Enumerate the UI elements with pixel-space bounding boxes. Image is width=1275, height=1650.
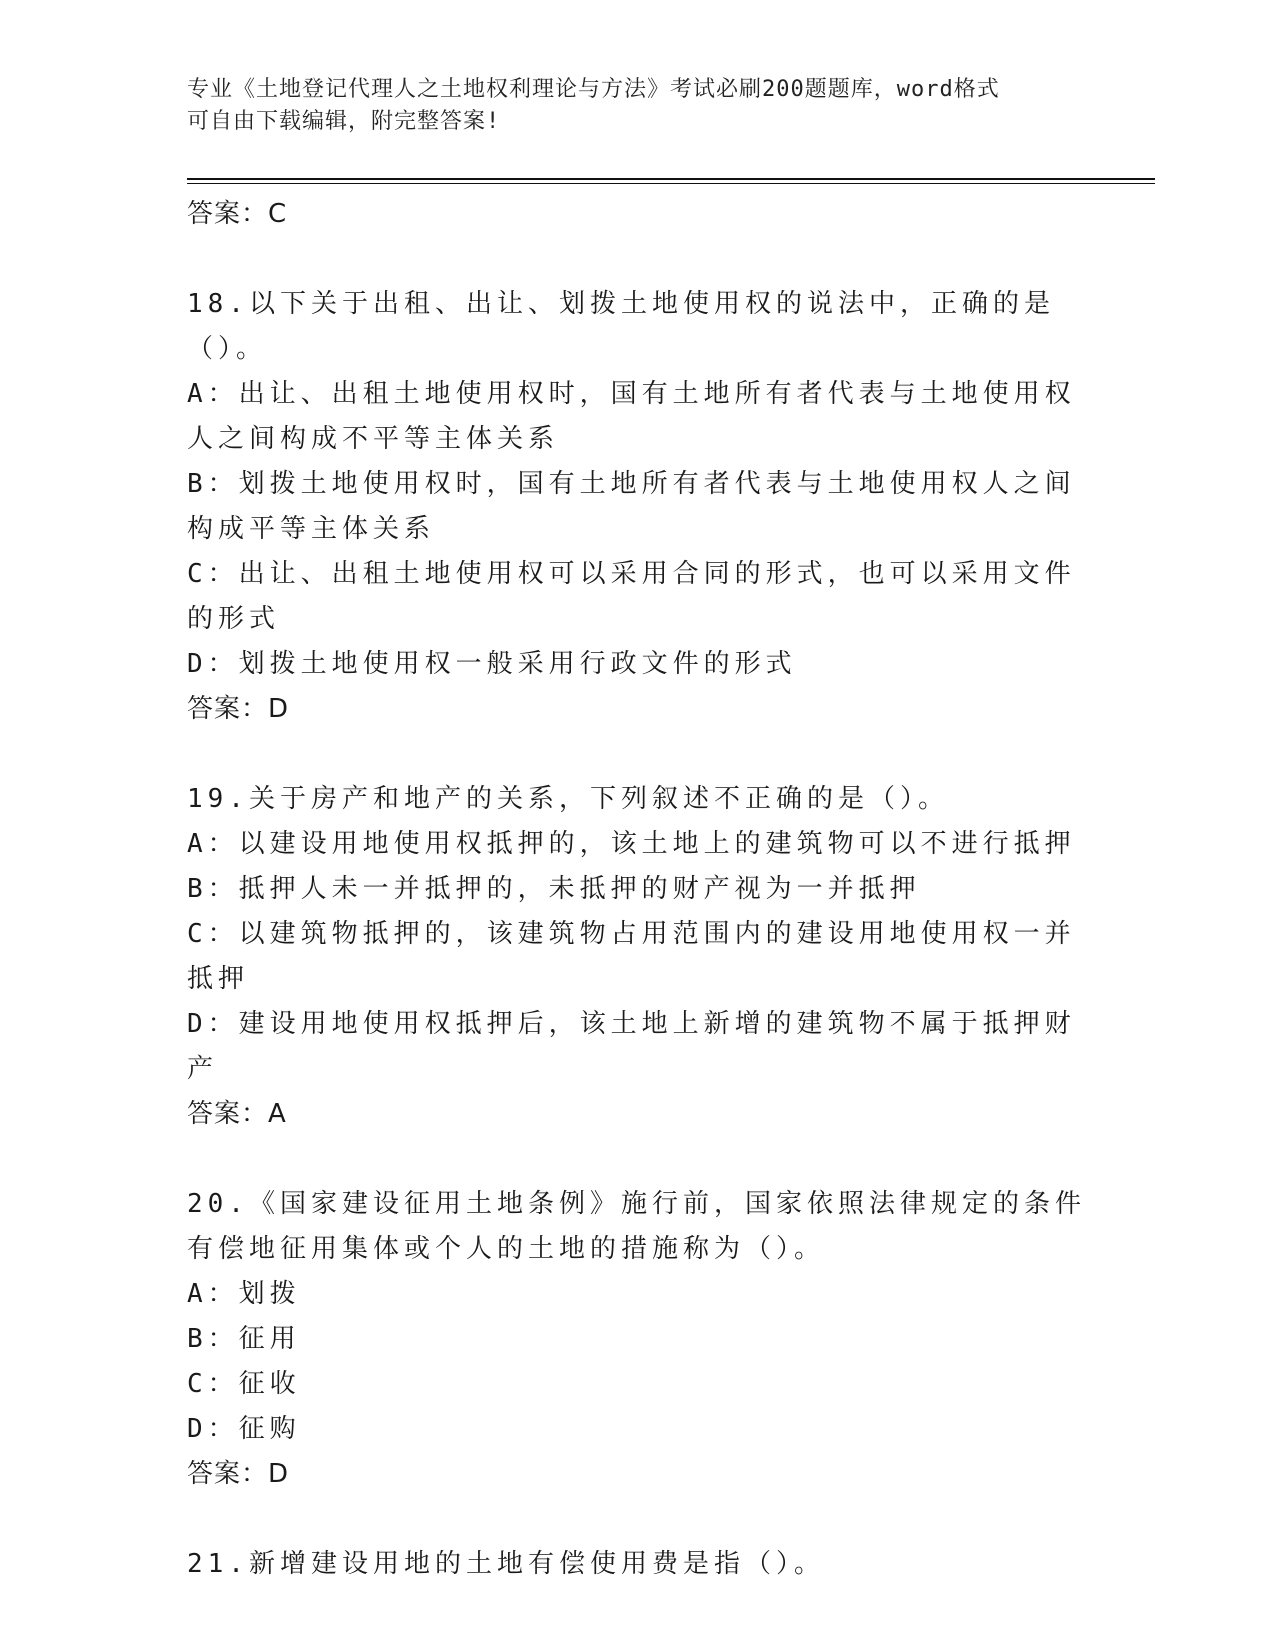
option-b: B：划拨土地使用权时，国有土地所有者代表与土地使用权人之间构成平等主体关系 <box>187 469 1076 544</box>
question-stem: 18.以下关于出租、出让、划拨土地使用权的说法中，正确的是（）。 <box>187 289 1055 364</box>
header-line-1: 专业《土地登记代理人之土地权利理论与方法》考试必刷200题题库，word格式 <box>187 77 1000 102</box>
option-a: A：出让、出租土地使用权时，国有土地所有者代表与土地使用权人之间构成不平等主体关系 <box>187 379 1076 454</box>
spacer <box>187 237 1087 282</box>
question-list <box>187 192 1087 1587</box>
option-d: D：建设用地使用权抵押后，该土地上新增的建筑物不属于抵押财产 <box>187 1009 1076 1084</box>
option-a: A：以建设用地使用权抵押的，该土地上的建筑物可以不进行抵押 <box>187 829 1076 859</box>
document-header <box>187 74 1087 138</box>
option-b: B：征用 <box>187 1324 301 1354</box>
question-stem: 19.关于房产和地产的关系，下列叙述不正确的是（）。 <box>187 784 949 814</box>
question-18 <box>187 282 1087 732</box>
question-21 <box>187 1542 1087 1587</box>
header-rule-thick <box>187 178 1155 180</box>
option-a: A：划拨 <box>187 1279 301 1309</box>
option-d: D：划拨土地使用权一般采用行政文件的形式 <box>187 649 797 679</box>
question-stem: 20.《国家建设征用土地条例》施行前，国家依照法律规定的条件有偿地征用集体或个人的土地的措施称为（）。 <box>187 1189 1086 1264</box>
option-c: C：征收 <box>187 1369 301 1399</box>
question-19 <box>187 777 1087 1137</box>
spacer <box>187 1137 1087 1182</box>
header-line-2: 可自由下载编辑，附完整答案! <box>187 109 501 134</box>
spacer <box>187 1497 1087 1542</box>
spacer <box>187 732 1087 777</box>
answer: 答案：D <box>187 694 290 724</box>
option-c: C：以建筑物抵押的，该建筑物占用范围内的建设用地使用权一并抵押 <box>187 919 1076 994</box>
option-b: B：抵押人未一并抵押的，未抵押的财产视为一并抵押 <box>187 874 921 904</box>
answer: 答案：A <box>187 1099 287 1129</box>
option-d: D：征购 <box>187 1414 301 1444</box>
question-stem: 21.新增建设用地的土地有偿使用费是指（）。 <box>187 1549 825 1579</box>
option-c: C：出让、出租土地使用权可以采用合同的形式，也可以采用文件的形式 <box>187 559 1076 634</box>
header-rule-thin <box>187 183 1155 184</box>
answer: 答案：D <box>187 1459 290 1489</box>
previous-answer: 答案：C <box>187 199 288 229</box>
question-20 <box>187 1182 1087 1497</box>
